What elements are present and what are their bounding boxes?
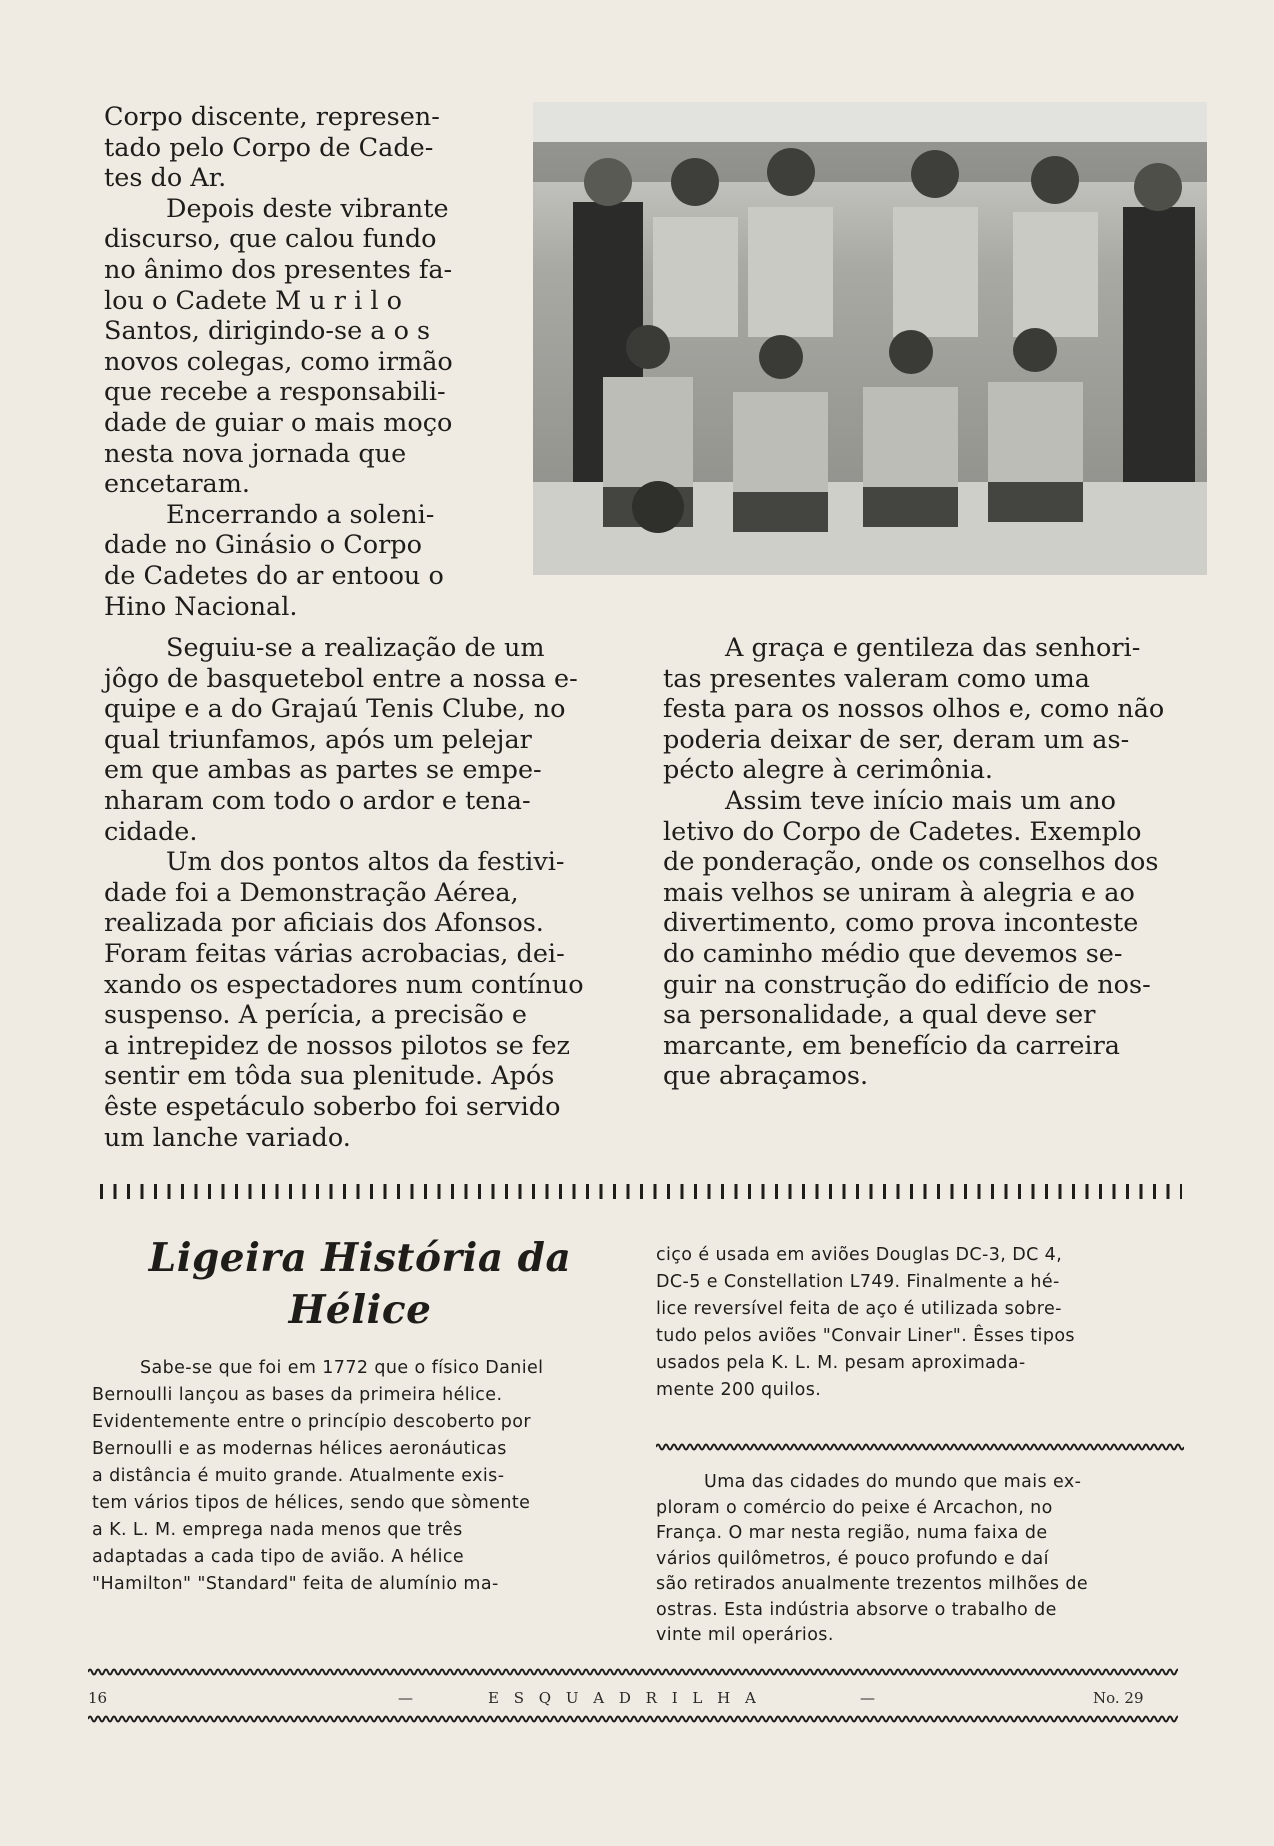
separator-bar — [789, 1184, 792, 1199]
text-line: DC-5 e Constellation L749. Finalmente a hé- — [656, 1272, 1060, 1292]
separator-bar — [640, 1184, 643, 1199]
separator-bar — [195, 1184, 198, 1199]
text-line: guir na construção do edifício de nos- — [663, 969, 1151, 1000]
text-line: lou o Cadete M u r i l o — [104, 285, 402, 316]
text-line: tem vários tipos de hélices, sendo que sòmente — [92, 1493, 531, 1513]
text-line: jôgo de basquetebol entre a nossa e- — [104, 663, 578, 694]
separator-bar — [100, 1184, 103, 1199]
article-left-text — [92, 1355, 618, 1598]
text-line: a K. L. M. emprega nada menos que três — [92, 1520, 463, 1540]
separator-bar — [519, 1184, 522, 1199]
text-line: Hino Nacional. — [104, 591, 298, 622]
text-line: França. O mar nesta região, numa faixa de — [656, 1523, 1048, 1543]
text-line: dade de guiar o mais moço — [104, 407, 453, 438]
separator-bar — [762, 1184, 765, 1199]
separator-bar — [424, 1184, 427, 1199]
text-line: mente 200 quilos. — [656, 1380, 822, 1400]
separator-bar — [492, 1184, 495, 1199]
team-photo-illustration — [533, 102, 1207, 575]
separator-bar — [883, 1184, 886, 1199]
separator-bar — [1045, 1184, 1048, 1199]
text-line: pécto alegre à cerimônia. — [663, 755, 994, 786]
separator-bar — [438, 1184, 441, 1199]
text-line: quipe e a do Grajaú Tenis Clube, no — [104, 694, 566, 725]
text-line: encetaram. — [104, 469, 251, 500]
separator-bar — [748, 1184, 751, 1199]
text-line: Um dos pontos altos da festivi- — [166, 847, 565, 878]
footer-wave-top — [88, 1665, 1178, 1679]
text-line: discurso, que calou fundo — [104, 224, 437, 255]
text-line: êste espetáculo soberbo foi servido — [104, 1091, 561, 1122]
text-line: vinte mil operários. — [656, 1625, 834, 1645]
separator-bar — [181, 1184, 184, 1199]
separator-bar — [654, 1184, 657, 1199]
separator-bar — [384, 1184, 387, 1199]
separator-bar — [721, 1184, 724, 1199]
separator-bar — [235, 1184, 238, 1199]
separator-bar — [775, 1184, 778, 1199]
text-line: ostras. Esta indústria absorve o trabalho de — [656, 1599, 1057, 1620]
text-line: tado pelo Corpo de Cade- — [104, 132, 434, 163]
separator-bar — [249, 1184, 252, 1199]
separator-bar — [1140, 1184, 1143, 1199]
text-line: A graça e gentileza das senhori- — [725, 633, 1141, 663]
separator-bar — [546, 1184, 549, 1199]
text-line: um lanche variado. — [104, 1122, 351, 1153]
text-line: "Hamilton" "Standard" feita de alumínio ma- — [92, 1574, 499, 1594]
left-column-bottom-text — [104, 633, 622, 1153]
text-line: qual triunfamos, após um pelejar — [104, 724, 532, 755]
magazine-name: E S Q U A D R I L H A — [488, 1689, 761, 1707]
separator-bar — [1167, 1184, 1170, 1199]
text-line: dade foi a Demonstração Aérea, — [104, 877, 519, 908]
text-line: Depois deste vibrante — [166, 193, 449, 224]
text-line: do caminho médio que devemos se- — [663, 938, 1123, 969]
text-line: que abraçamos. — [663, 1061, 869, 1092]
wavy-separator — [656, 1440, 1184, 1454]
separator-bar — [222, 1184, 225, 1199]
text-line: Corpo discente, represen- — [104, 102, 440, 132]
text-line: de Cadetes do ar entoou o — [104, 560, 444, 591]
separator-bar — [843, 1184, 846, 1199]
text-line: suspenso. A perícia, a precisão e — [104, 1000, 527, 1031]
separator-bar — [681, 1184, 684, 1199]
separator-bar — [330, 1184, 333, 1199]
separator-bar — [154, 1184, 157, 1199]
text-line: usados pela K. L. M. pesam aproximada- — [656, 1353, 1026, 1373]
text-line: marcante, em benefício da carreira — [663, 1030, 1120, 1061]
footer-dash-left: — — [398, 1689, 413, 1707]
article-title — [110, 1232, 610, 1336]
separator-bar — [141, 1184, 144, 1199]
text-line: adaptadas a cada tipo de avião. A hélice — [92, 1547, 465, 1567]
separator-bar — [478, 1184, 481, 1199]
text-line: lice reversível feita de aço é utilizada sobre- — [656, 1299, 1062, 1319]
text-line: nesta nova jornada que — [104, 438, 407, 469]
text-line: em que ambas as partes se empe- — [104, 755, 542, 786]
separator-bar — [870, 1184, 873, 1199]
separator-bar — [829, 1184, 832, 1199]
text-line: a distância é muito grande. Atualmente exis- — [92, 1466, 505, 1486]
separator-bar — [910, 1184, 913, 1199]
text-line: letivo do Corpo de Cadetes. Exemplo — [663, 816, 1142, 847]
text-line: Sabe-se que foi em 1772 que o físico Daniel — [140, 1358, 544, 1378]
separator-bar — [1086, 1184, 1089, 1199]
separator-bar — [411, 1184, 414, 1199]
separator-bar — [856, 1184, 859, 1199]
text-line: Bernoulli lançou as bases da primeira hélice. — [92, 1385, 503, 1405]
separator-bar — [978, 1184, 981, 1199]
separator-bar — [694, 1184, 697, 1199]
text-line: mais velhos se uniram à alegria e ao — [663, 877, 1135, 908]
separator-bar — [303, 1184, 306, 1199]
text-line: tudo pelos aviões "Convair Liner". Êsses tipos — [656, 1326, 1075, 1346]
separator-bar — [1180, 1184, 1182, 1199]
footer-dash-right: — — [860, 1689, 875, 1707]
separator-bar — [370, 1184, 373, 1199]
text-line: sa personalidade, a qual deve ser — [663, 1000, 1096, 1031]
bar-separator — [96, 1181, 1182, 1203]
separator-bar — [627, 1184, 630, 1199]
separator-bar — [114, 1184, 117, 1199]
separator-bar — [937, 1184, 940, 1199]
text-line: Uma das cidades do mundo que mais ex- — [704, 1472, 1082, 1492]
text-line: nharam com todo o ardor e tena- — [104, 785, 531, 816]
footer-wave-bottom — [88, 1712, 1178, 1726]
separator-bar — [991, 1184, 994, 1199]
text-line: cidade. — [104, 816, 198, 847]
separator-bar — [289, 1184, 292, 1199]
separator-bar — [735, 1184, 738, 1199]
text-line: ploram o comércio do peixe é Arcachon, no — [656, 1497, 1053, 1518]
separator-bar — [262, 1184, 265, 1199]
separator-bar — [1059, 1184, 1062, 1199]
separator-bar — [1113, 1184, 1116, 1199]
text-line: poderia deixar de ser, deram um as- — [663, 724, 1130, 755]
separator-bar — [1018, 1184, 1021, 1199]
separator-bar — [532, 1184, 535, 1199]
text-line: que recebe a responsabili- — [104, 377, 446, 408]
separator-bar — [1032, 1184, 1035, 1199]
separator-bar — [600, 1184, 603, 1199]
separator-bar — [897, 1184, 900, 1199]
separator-bar — [667, 1184, 670, 1199]
text-line: no ânimo dos presentes fa- — [104, 254, 453, 285]
text-line: vários quilômetros, é pouco profundo e daí — [656, 1548, 1049, 1569]
text-line: divertimento, como prova inconteste — [663, 908, 1139, 939]
basketball-team-photo — [533, 102, 1207, 575]
text-line: Evidentemente entre o princípio descoberto por — [92, 1412, 532, 1432]
article-right-text — [656, 1242, 1184, 1404]
separator-bar — [708, 1184, 711, 1199]
text-line: Seguiu-se a realização de um — [166, 633, 545, 663]
text-line: de ponderação, onde os conselhos dos — [663, 847, 1159, 878]
right-column-text — [663, 633, 1189, 1092]
text-line: Bernoulli e as modernas hélices aeronáuticas — [92, 1439, 507, 1459]
article-title-line1: Ligeira História da — [148, 1235, 572, 1281]
page-number: 16 — [88, 1689, 108, 1707]
issue-number: No. 29 — [1093, 1689, 1144, 1707]
separator-bar — [924, 1184, 927, 1199]
separator-bar — [964, 1184, 967, 1199]
footer — [88, 1689, 1178, 1711]
text-line: ciço é usada em aviões Douglas DC-3, DC 4, — [656, 1245, 1063, 1265]
text-line: são retirados anualmente trezentos milhões de — [656, 1574, 1089, 1594]
separator-bar — [1126, 1184, 1129, 1199]
text-line: realizada por aficiais dos Afonsos. — [104, 908, 544, 939]
text-line: Foram feitas várias acrobacias, dei- — [104, 938, 565, 969]
text-line: xando os espectadores num contínuo — [104, 969, 584, 1000]
separator-bar — [276, 1184, 279, 1199]
separator-bar — [573, 1184, 576, 1199]
separator-bar — [127, 1184, 130, 1199]
text-line: festa para os nossos olhos e, como não — [663, 694, 1165, 725]
separator-bar — [1099, 1184, 1102, 1199]
separator-bar — [816, 1184, 819, 1199]
separator-bar — [1005, 1184, 1008, 1199]
text-line: sentir em tôda sua plenitude. Após — [104, 1061, 555, 1092]
text-line: Assim teve início mais um ano — [725, 785, 1117, 816]
separator-bar — [505, 1184, 508, 1199]
separator-bar — [208, 1184, 211, 1199]
text-line: novos colegas, como irmão — [104, 346, 453, 377]
left-column-top-text — [104, 102, 484, 622]
text-line: Santos, dirigindo-se a o s — [104, 316, 431, 347]
separator-bar — [397, 1184, 400, 1199]
text-line: a intrepidez de nossos pilotos se fez — [104, 1030, 570, 1061]
separator-bar — [559, 1184, 562, 1199]
text-line: tes do Ar. — [104, 163, 227, 194]
separator-bar — [343, 1184, 346, 1199]
separator-bar — [951, 1184, 954, 1199]
text-line: tas presentes valeram como uma — [663, 663, 1090, 694]
separator-bar — [613, 1184, 616, 1199]
text-line: dade no Ginásio o Corpo — [104, 530, 422, 561]
separator-bar — [802, 1184, 805, 1199]
separator-bar — [357, 1184, 360, 1199]
fish-note-text — [656, 1470, 1184, 1649]
separator-bar — [1072, 1184, 1075, 1199]
article-title-line2: Hélice — [288, 1287, 432, 1333]
separator-bar — [316, 1184, 319, 1199]
separator-bar — [1153, 1184, 1156, 1199]
separator-bar — [168, 1184, 171, 1199]
separator-bar — [465, 1184, 468, 1199]
separator-bar — [586, 1184, 589, 1199]
text-line: Encerrando a soleni- — [166, 499, 435, 530]
separator-bar — [451, 1184, 454, 1199]
